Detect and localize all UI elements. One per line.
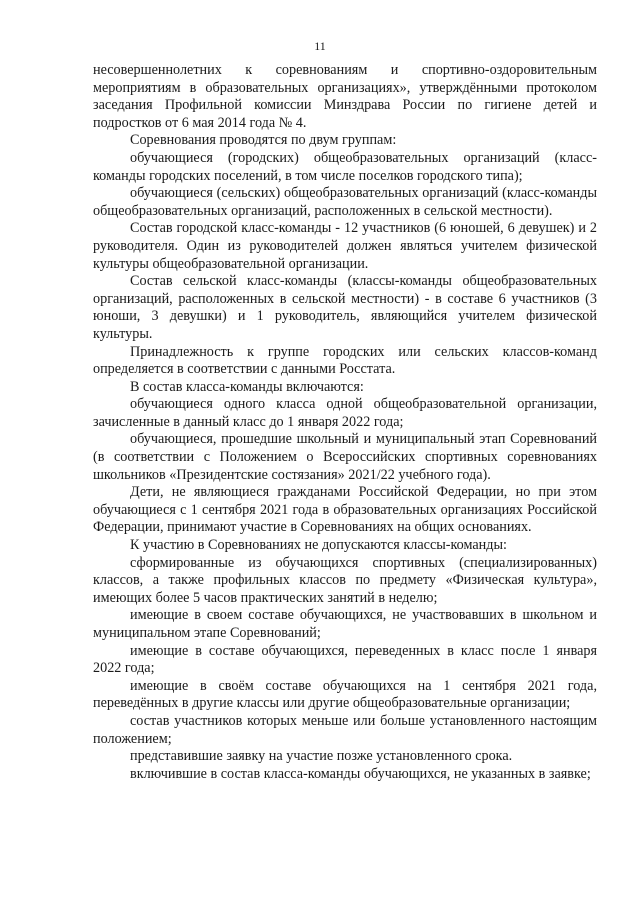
paragraph: имеющие в составе обучающихся, переведенных в класс после 1 января 2022 года;: [93, 642, 597, 677]
paragraph: К участию в Соревнованиях не допускаются классы-команды:: [130, 537, 507, 554]
paragraph: Соревнования проводятся по двум группам:: [130, 132, 397, 149]
paragraph: обучающиеся одного класса одной общеобразовательной организации, зачисленные в данный класс до 1 января 2022 года;: [93, 396, 597, 430]
paragraph: обучающиеся (городских) общеобразовательных организаций (класс-команды городских поселений, в том числе поселков городского типа);: [93, 149, 597, 184]
paragraph: обучающиеся (сельских) общеобразовательных организаций (класс-команды общеобразовательных организаций, расположенных в сельской местности).: [93, 185, 597, 219]
paragraph: представившие заявку на участие позже установленного срока.: [130, 748, 513, 765]
paragraph: Принадлежность к группе городских или сельских классов-команд определяется в соответствии с данными Росстата.: [93, 343, 597, 378]
paragraph: имеющие в своем составе обучающихся, не участвовавших в школьном и муниципальном этапе Соревнований;: [93, 607, 597, 641]
paragraph: обучающиеся, прошедшие школьный и муниципальный этап Соревнований (в соответствии с Положением о Всероссийских спортивных соревнованиях школьников «Президентские состязания» 2021/22 учебного года).: [93, 431, 597, 483]
paragraph: включившие в состав класса-команды обучающихся, не указанных в заявке;: [130, 765, 591, 782]
paragraph: сформированные из обучающихся спортивных (специализированных) классов, а также профильных классов по предмету «Физическая культура», имеющих более 5 часов практических занятий в неделю;: [93, 554, 597, 606]
body-text: [93, 62, 597, 783]
paragraph: Состав городской класс-команды - 12 участников (6 юношей, 6 девушек) и 2 руководителя. Один из руководителей должен являться учителем физической культуры общеобразовательной организации.: [93, 220, 597, 272]
paragraph: несовершеннолетних к соревнованиям и спортивно-оздоровительным мероприятиям в образовательных организациях», утверждёнными протоколом заседания Профильной комиссии Минздрава России по гигиене детей и подростков от 6 мая 2014 года № 4.: [93, 62, 597, 131]
paragraph: состав участников которых меньше или больше установленного настоящим положением;: [93, 712, 597, 747]
paragraph: имеющие в своём составе обучающихся на 1 сентября 2021 года, переведённых в другие классы или другие общеобразовательные организации;: [93, 677, 597, 712]
paragraph: Дети, не являющиеся гражданами Российской Федерации, но при этом обучающиеся с 1 сентября 2021 года в образовательных организациях Российской Федерации, принимают участие в Соревнованиях на общих основаниях.: [93, 484, 597, 536]
page-number: 11: [314, 39, 326, 53]
paragraph: Состав сельской класс-команды (классы-команды общеобразовательных организаций, расположенных в сельской местности) - в составе 6 участников (3 юноши, 3 девушки) и 1 руководитель, являющийся учителем физической культуры.: [93, 273, 597, 342]
paragraph: В состав класса-команды включаются:: [130, 378, 364, 395]
